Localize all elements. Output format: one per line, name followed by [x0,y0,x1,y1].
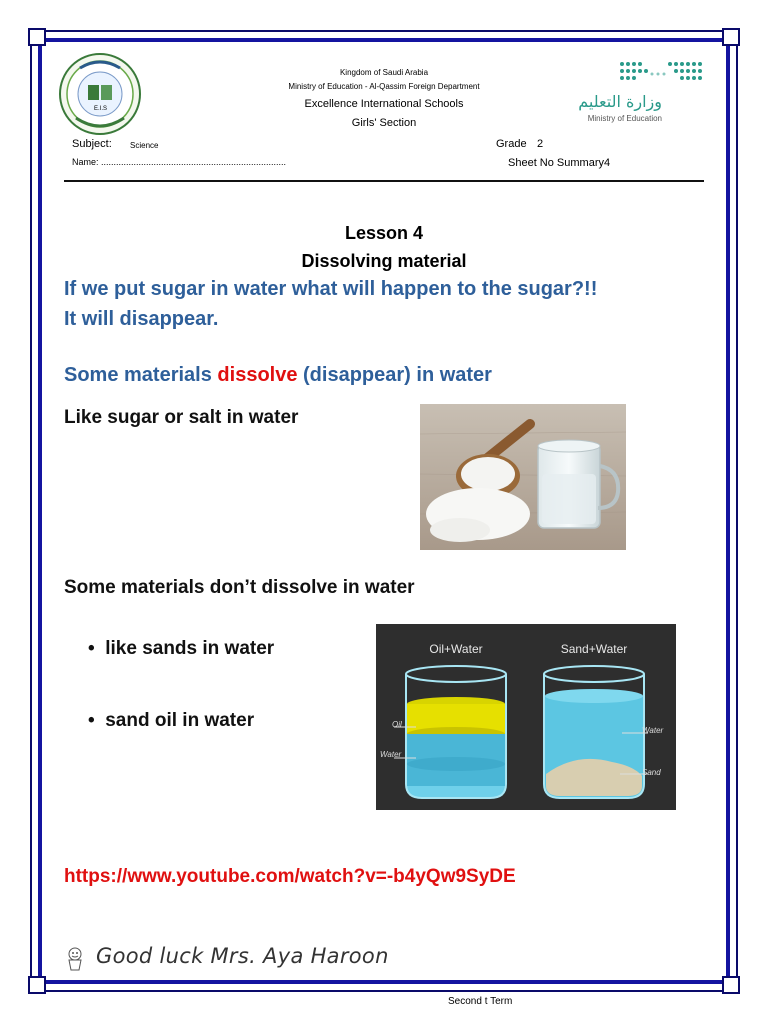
corner-ornament [28,28,46,46]
corner-ornament [28,976,46,994]
water-label-left: Water [380,750,402,759]
bullet-text: like sands in water [105,638,275,659]
sheet-number: Sheet No Summary4 [508,157,611,169]
header-school: Excellence International Schools [304,98,464,110]
grade-label: Grade [496,138,527,150]
oil-water-title: Oil+Water [429,642,483,656]
header-section: Girls' Section [351,117,417,129]
answer-text: It will disappear. [64,308,219,330]
beakers-illustration [376,624,676,810]
bullet-item: • sand oil in water [88,710,255,731]
lesson-title: Dissolving material [301,251,467,271]
sand-water-title: Sand+Water [560,642,628,656]
beaker-diagram [376,624,676,810]
ministry-logo-arabic: وزارة التعليم [578,92,662,111]
bullet-text: sand oil in water [105,710,255,731]
water-label-right: Water [642,726,664,735]
lesson-number: Lesson 4 [344,223,424,243]
grade-value: 2 [537,138,544,150]
dont-dissolve-text: Some materials don’t dissolve in water [64,577,415,598]
question-text: If we put sugar in water what will happen to the sugar?!! [64,278,598,300]
corner-ornament [722,28,740,46]
sand-label: Sand [642,768,661,777]
signoff-text: Good luck Mrs. Aya Haroon [96,944,389,968]
oil-label: Oil [392,720,402,729]
school-logo-abbr: E.I.S [94,106,108,112]
header-divider [64,180,704,182]
school-logo [58,52,142,136]
dissolve-suffix: (disappear) in water [297,364,492,386]
dissolve-prefix: Some materials [64,364,218,386]
header-ministry: Ministry of Education - Al-Qassim Foreign Department [288,82,480,91]
dissolve-sentence [64,364,492,387]
dissolve-keyword: dissolve [217,364,298,386]
teacher-doodle-icon [64,946,86,972]
corner-ornament [722,976,740,994]
subject-value: Science [130,141,159,150]
ministry-logo-mark [618,60,704,84]
name-field: Name: .......................................................................... [72,157,287,167]
subject-label: Subject: [72,138,112,150]
header-kingdom: Kingdom of Saudi Arabia [339,68,429,77]
like-sugar-text: Like sugar or salt in water [64,407,299,428]
footer-term: Second t Term [448,996,513,1007]
ministry-logo-english: Ministry of Education [587,114,662,123]
bullet-item: • like sands in water [88,638,275,659]
sugar-water-photo [420,404,626,550]
youtube-link[interactable]: https://www.youtube.com/watch?v=-b4yQw9SyDE [64,866,516,887]
